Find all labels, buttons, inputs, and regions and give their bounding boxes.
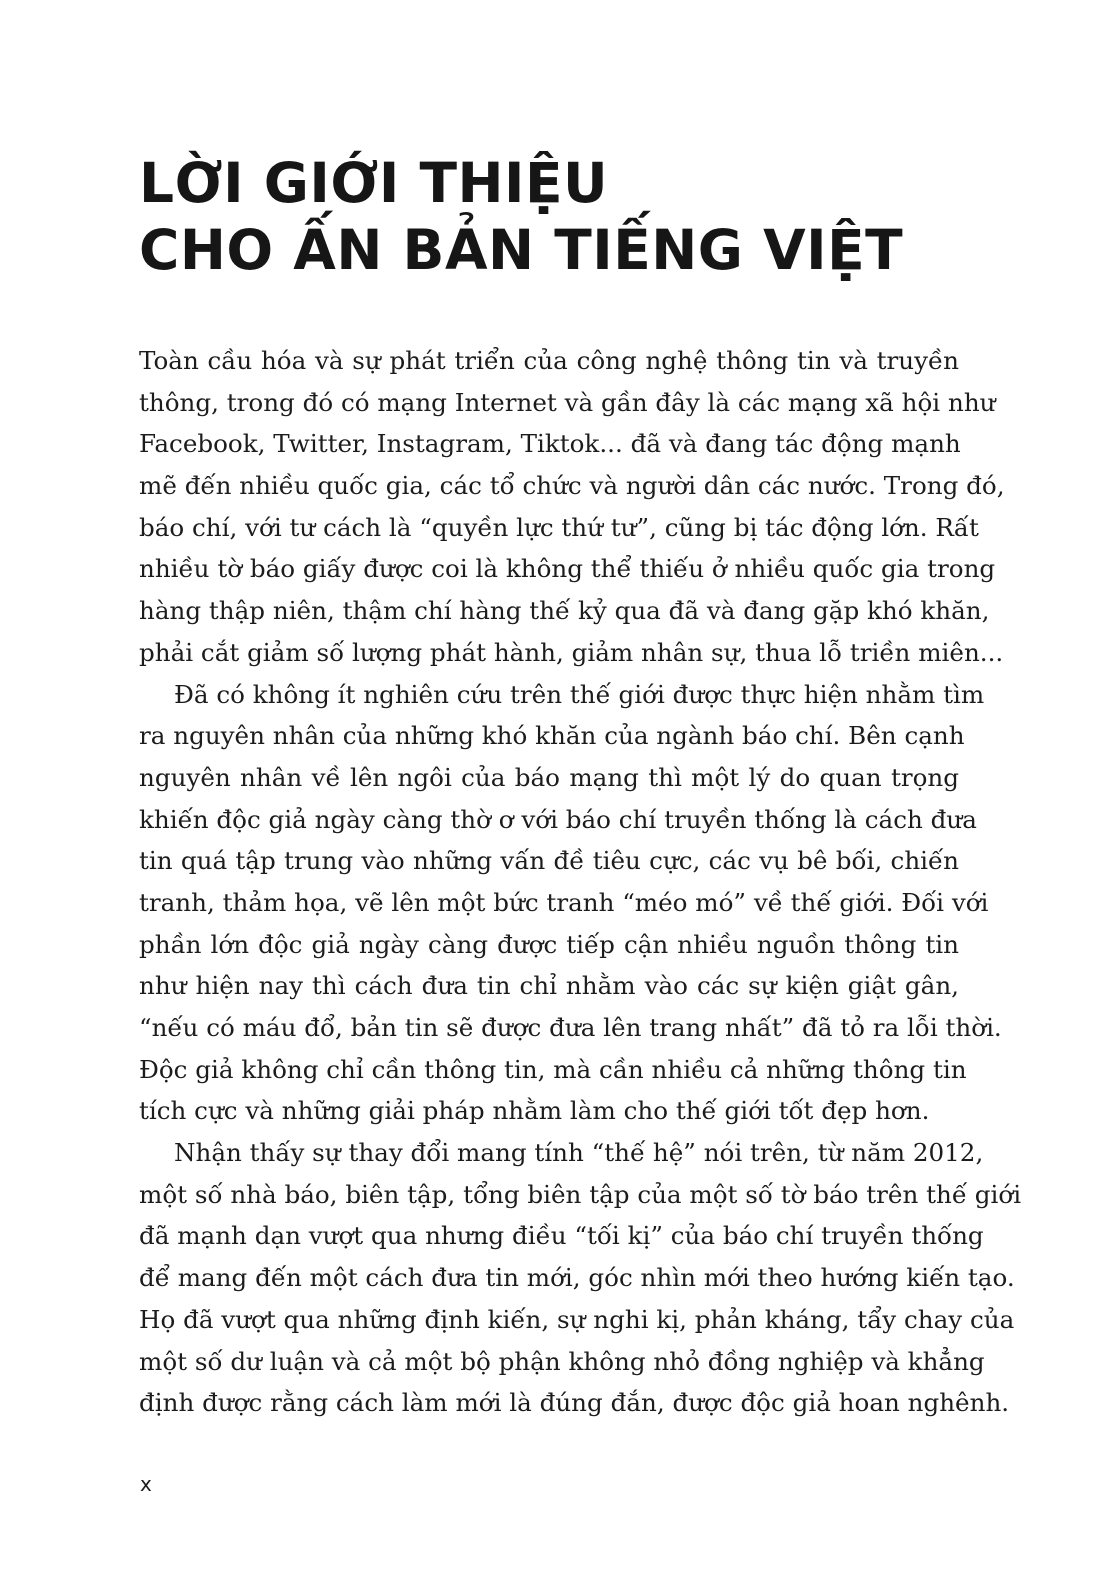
- text-line: một số dư luận và cả một bộ phận không nhỏ đồng nghiệp và khẳng: [139, 1346, 985, 1376]
- text-line: phải cắt giảm số lượng phát hành, giảm nhân sự, thua lỗ triền miên...: [139, 637, 1004, 667]
- text-line: một số nhà báo, biên tập, tổng biên tập của một số tờ báo trên thế giới: [139, 1179, 1022, 1209]
- text-line: định được rằng cách làm mới là đúng đắn, được độc giả hoan nghênh.: [139, 1388, 1010, 1418]
- page-number: x: [140, 1472, 152, 1496]
- text-line: nguyên nhân về lên ngôi của báo mạng thì một lý do quan trọng: [139, 762, 959, 792]
- text-line: Nhận thấy sự thay đổi mang tính “thế hệ” nói trên, từ năm 2012,: [174, 1138, 984, 1168]
- text-line: tranh, thảm họa, vẽ lên một bức tranh “méo mó” về thế giới. Đối với: [139, 887, 989, 917]
- body-text: [139, 340, 1022, 1424]
- text-line: tích cực và những giải pháp nhằm làm cho thế giới tốt đẹp hơn.: [139, 1096, 930, 1126]
- paragraph: [139, 674, 1002, 1133]
- text-line: báo chí, với tư cách là “quyền lực thứ tư”, cũng bị tác động lớn. Rất: [139, 512, 979, 542]
- chapter-title-line-1: LỜI GIỚI THIỆU: [139, 151, 609, 215]
- text-line: phần lớn độc giả ngày càng được tiếp cận nhiều nguồn thông tin: [139, 929, 959, 959]
- text-line: Độc giả không chỉ cần thông tin, mà cần nhiều cả những thông tin: [139, 1054, 967, 1084]
- text-line: thông, trong đó có mạng Internet và gần đây là các mạng xã hội như: [139, 387, 996, 417]
- text-line: Toàn cầu hóa và sự phát triển của công nghệ thông tin và truyền: [139, 346, 959, 375]
- text-line: Đã có không ít nghiên cứu trên thế giới được thực hiện nhằm tìm: [174, 679, 985, 709]
- paragraph: [139, 340, 1005, 674]
- text-line: tin quá tập trung vào những vấn đề tiêu cực, các vụ bê bối, chiến: [139, 846, 959, 876]
- text-line: khiến độc giả ngày càng thờ ơ với báo chí truyền thống là cách đưa: [139, 804, 977, 834]
- text-line: Facebook, Twitter, Instagram, Tiktok... đã và đang tác động mạnh: [139, 429, 961, 459]
- text-line: Họ đã vượt qua những định kiến, sự nghi kị, phản kháng, tẩy chay của: [139, 1304, 1015, 1334]
- text-line: như hiện nay thì cách đưa tin chỉ nhằm vào các sự kiện giật gân,: [139, 971, 959, 1001]
- text-line: nhiều tờ báo giấy được coi là không thể thiếu ở nhiều quốc gia trong: [139, 554, 996, 584]
- text-line: mẽ đến nhiều quốc gia, các tổ chức và người dân các nước. Trong đó,: [139, 471, 1005, 501]
- chapter-title: [139, 150, 999, 284]
- text-line: ra nguyên nhân của những khó khăn của ngành báo chí. Bên cạnh: [139, 721, 965, 751]
- text-line: hàng thập niên, thậm chí hàng thế kỷ qua đã và đang gặp khó khăn,: [139, 596, 990, 626]
- paragraph: [139, 1132, 1022, 1424]
- text-line: “nếu có máu đổ, bản tin sẽ được đưa lên trang nhất” đã tỏ ra lỗi thời.: [139, 1013, 1002, 1042]
- text-line: để mang đến một cách đưa tin mới, góc nhìn mới theo hướng kiến tạo.: [139, 1263, 1015, 1293]
- chapter-title-line-2: CHO ẤN BẢN TIẾNG VIỆT: [139, 218, 904, 282]
- text-line: đã mạnh dạn vượt qua nhưng điều “tối kị” của báo chí truyền thống: [139, 1221, 984, 1251]
